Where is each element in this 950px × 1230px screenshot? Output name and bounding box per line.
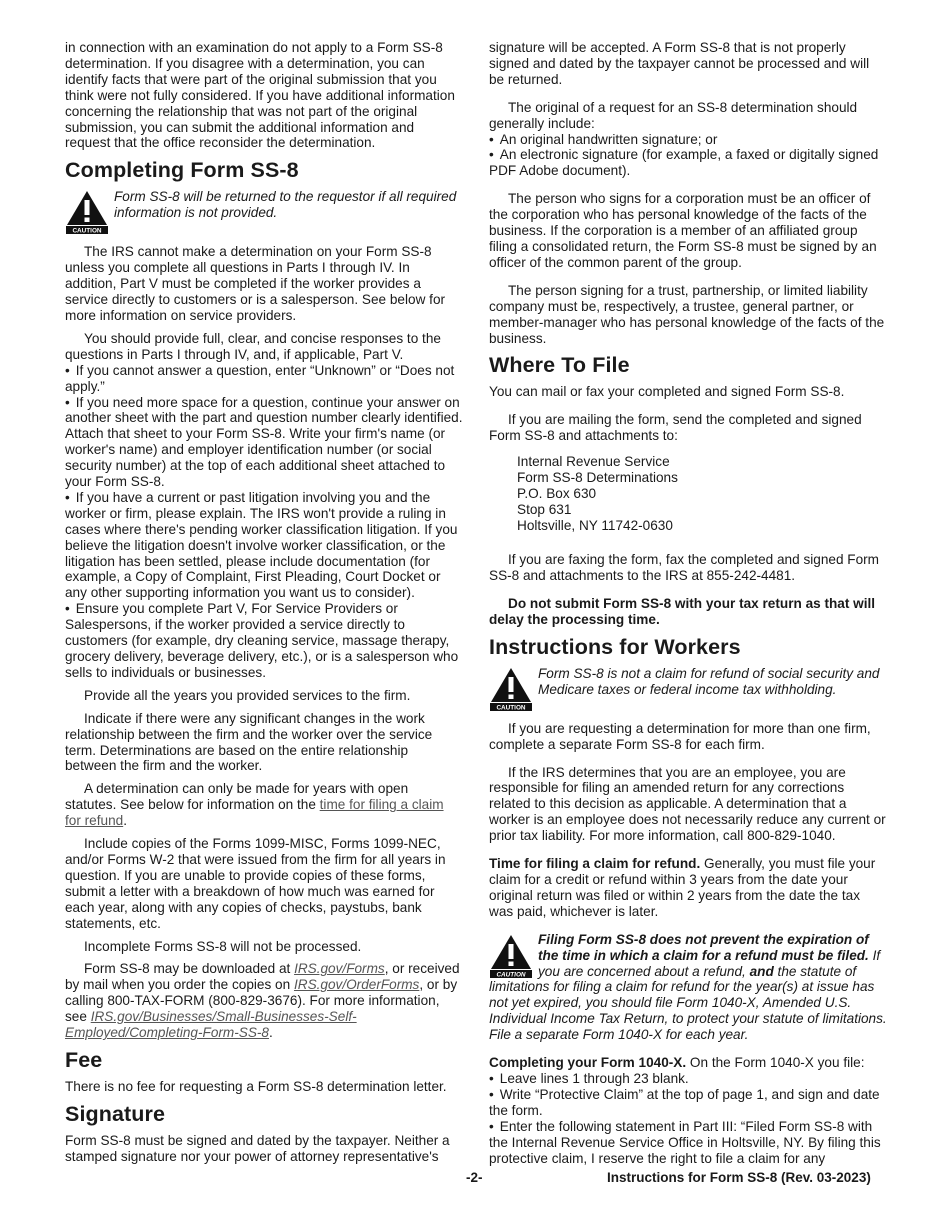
caution-note — [65, 189, 463, 235]
text: If you are concerned about a refund, — [538, 947, 881, 979]
text: Generally, you must file your claim for a credit or refund within 3 years from the date your original return was filed or within 2 years from the date the tax was paid, whichever is later. — [489, 856, 876, 919]
text: Form SS-8 may be downloaded at — [84, 961, 295, 977]
emphasis-and: and — [749, 963, 774, 979]
text: . — [123, 813, 127, 829]
paragraph: If you are mailing the form, send the completed and signed Form SS-8 and attachments to: — [489, 412, 862, 444]
address-line: Internal Revenue Service — [517, 454, 670, 470]
paragraph: The original of a request for an SS-8 determination should generally include: — [489, 99, 858, 131]
caution-text: Form SS-8 is not a claim for refund of social security and Medicare taxes or federal income tax withholding. — [538, 665, 880, 697]
paragraph: Provide all the years you provided services to the firm. — [84, 687, 411, 703]
text: , or received by mail when you order the copies on — [65, 961, 460, 993]
list-item: • Ensure you complete Part V, For Service Providers or Salespersons, if the worker provided a service directly to customers (for example, dry cleaning service, massage therapy, grocery delivery, beverage delivery, etc.), or is a salesperson who sells to individuals or businesses. — [65, 601, 463, 681]
list-item: • Enter the following statement in Part III: “Filed Form SS-8 with the Internal Revenue Service Office in Holtsville, NY. By filing this protective claim, I reserve the right to file a claim for any — [489, 1119, 887, 1167]
time-for-filing-link[interactable]: time for filing a claim for refund — [65, 797, 444, 829]
paragraph: If the IRS determines that you are an employee, you are responsible for filing an amended return for any corrections related to this decision as applicable. A determination that a worker is an employee does not necessarily reduce any current or prior tax liability. For more information, call 800-829-1040. — [489, 764, 886, 844]
irs-orderforms-link[interactable]: IRS.gov/OrderForms — [293, 977, 420, 993]
list-item: • Leave lines 1 through 23 blank. — [489, 1071, 887, 1087]
paragraph: There is no fee for requesting a Form SS-8 determination letter. — [65, 1078, 447, 1094]
text: . — [268, 1025, 273, 1041]
heading-signature: Signature — [65, 1101, 166, 1126]
paragraph: The person signing for a trust, partnership, or limited liability company must be, respectively, a trustee, general partner, or member-manager who has personal knowledge of the facts of the business. — [489, 282, 885, 346]
footer-title: Instructions for Form SS-8 (Rev. 03-2023) — [607, 1170, 871, 1185]
text: On the Form 1040-X you file: — [686, 1055, 865, 1071]
paragraph: signature will be accepted. A Form SS-8 that is not properly signed and dated by the taxpayer cannot be processed and will be returned. — [489, 40, 870, 87]
heading-instructions-workers: Instructions for Workers — [489, 634, 741, 659]
paragraph — [489, 856, 887, 920]
caution-icon — [489, 933, 533, 979]
paragraph: Do not submit Form SS-8 with your tax return as that will delay the processing time. — [489, 595, 876, 627]
caution-bold-text: Filing Form SS-8 does not prevent the expiration of the time in which a claim for a refund must be filed. — [538, 931, 869, 963]
irs-completing-ss8-link[interactable]: IRS.gov/Businesses/Small-Businesses-Self-Employed/Completing-Form-SS-8 — [65, 1009, 357, 1041]
mailing-address — [517, 454, 887, 534]
list-item: • If you need more space for a question, continue your answer on another sheet with the part and question number clearly identified. Attach that sheet to your Form SS-8. Write your firm's name (or worker's name) and employer identification number (or social security number) at the top of each additional sheet attached to your Form SS-8. — [65, 395, 463, 490]
run-in-heading: Completing your Form 1040-X. — [489, 1055, 687, 1071]
list-item: • An original handwritten signature; or — [489, 132, 887, 148]
paragraph: Form SS-8 must be signed and dated by the taxpayer. Neither a stamped signature nor your power of attorney representative's — [65, 1132, 450, 1164]
paragraph: The IRS cannot make a determination on your Form SS-8 unless you complete all questions in Parts I through IV. In addition, Part V must be completed if the worker provides a service directly to customers or is a salesperson. See below for more information on service providers. — [65, 244, 446, 323]
paragraph — [65, 961, 463, 1041]
run-in-heading: Time for filing a claim for refund. — [489, 856, 701, 872]
address-line: Stop 631 — [517, 502, 572, 518]
paragraph: If you are faxing the form, fax the completed and signed Form SS-8 and attachments to the IRS at 855-242-4481. — [489, 552, 880, 584]
heading-completing-form: Completing Form SS-8 — [65, 158, 299, 183]
paragraph: You should provide full, clear, and concise responses to the questions in Parts I through IV, and, if applicable, Part V. — [65, 330, 441, 362]
caution-label: CAUTION — [72, 227, 102, 235]
list-item: • Write “Protective Claim” at the top of page 1, and sign and date the form. — [489, 1087, 887, 1119]
page-number: -2- — [466, 1170, 483, 1185]
paragraph — [489, 1055, 887, 1071]
list-item: • If you have a current or past litigation involving you and the worker or firm, please explain. The IRS won't provide a ruling in cases where there's pending worker classification litigation. If you believe the litigation doesn't involve worker classification, or the litigation has been settled, please include documentation (for example, a Copy of Complaint, First Pleading, Court Docket or any other supporting information you want us to consider). — [65, 490, 463, 601]
paragraph: Indicate if there were any significant changes in the work relationship between the firm and the worker over the service term. Determinations are based on the entire relationship between the firm and the worker. — [65, 710, 433, 774]
address-line: Form SS-8 Determinations — [517, 470, 678, 486]
text: the statute of limitations for filing a claim for refund for the year(s) at issue has not yet expired, you should file Form 1040-X, Amended U.S. Individual Income Tax Return, to protect your statute of limitations. File a separate Form 1040-X for each year. — [489, 963, 887, 1043]
caution-icon — [489, 666, 533, 712]
caution-label: CAUTION — [496, 704, 526, 712]
paragraph: If you are requesting a determination for more than one firm, complete a separate Form SS-8 for each firm. — [489, 720, 871, 752]
left-column — [65, 40, 463, 1172]
text: , or by calling 800-TAX-FORM (800-829-3676). For more information, see — [65, 977, 458, 1025]
paragraph: Incomplete Forms SS-8 will not be processed. — [84, 938, 362, 954]
paragraph: You can mail or fax your completed and signed Form SS-8. — [489, 384, 845, 400]
list-item: • An electronic signature (for example, a faxed or digitally signed PDF Adobe document). — [489, 147, 887, 179]
text: A determination can only be made for years with open statutes. See below for information on the — [65, 781, 409, 813]
list-item: • If you cannot answer a question, enter “Unknown” or “Does not apply.” — [65, 363, 463, 395]
paragraph: The person who signs for a corporation must be an officer of the corporation who has personal knowledge of the facts of the business. If the corporation is a member of an affiliated group filing a consolidated return, the Form SS-8 must be signed by an officer of the common parent of the group. — [489, 191, 877, 270]
caution-icon — [65, 189, 109, 235]
caution-note — [489, 932, 887, 1043]
caution-text: Form SS-8 will be returned to the requestor if all required information is not provided. — [114, 189, 457, 221]
right-column — [489, 40, 887, 1166]
heading-where-to-file: Where To File — [489, 353, 630, 378]
irs-forms-link[interactable]: IRS.gov/Forms — [294, 961, 385, 977]
address-line: Holtsville, NY 11742-0630 — [517, 518, 673, 534]
heading-fee: Fee — [65, 1047, 103, 1072]
paragraph — [65, 781, 463, 829]
caution-note — [489, 666, 887, 712]
paragraph: Include copies of the Forms 1099-MISC, Forms 1099-NEC, and/or Forms W-2 that were issued from the firm for all years in question. If you are unable to provide copies of these forms, submit a letter with a breakdown of how much was earned for each year, along with any copies of checks, paystubs, bank statements, etc. — [65, 836, 446, 931]
address-line: P.O. Box 630 — [517, 486, 597, 502]
paragraph: in connection with an examination do not apply to a Form SS-8 determination. If you disagree with a determination, you can identify facts that were part of the original submission that you think were not fully considered. If you have additional information concerning the relationship that was not part of the original submission, you can submit the additional information and request that the office reconsider the determination. — [65, 40, 455, 151]
caution-label: CAUTION — [496, 971, 526, 979]
